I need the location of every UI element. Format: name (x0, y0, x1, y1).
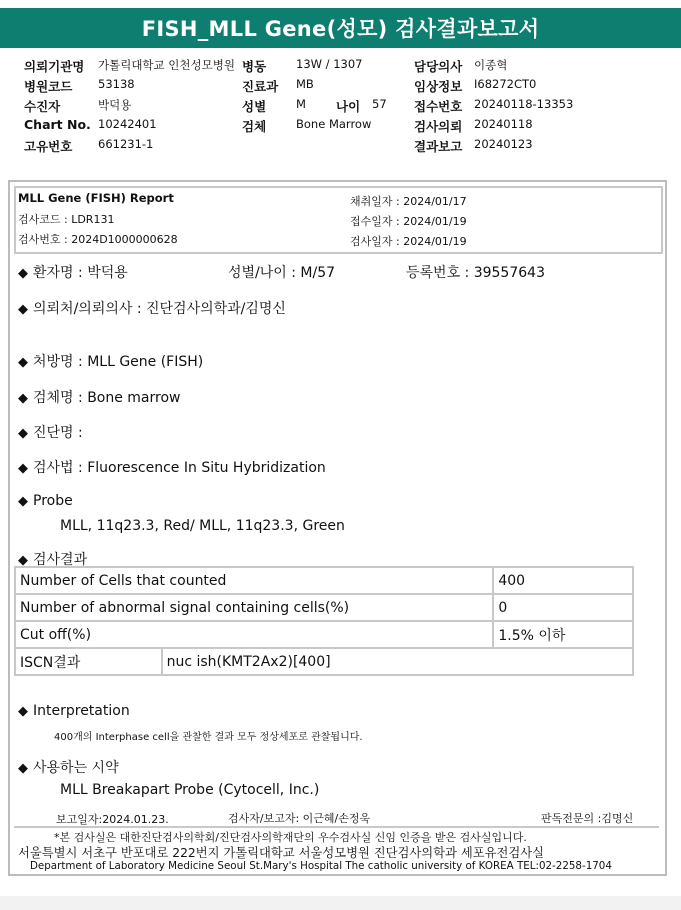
label-hospital-code: 병원코드 (24, 79, 73, 94)
table-row (15, 594, 633, 621)
patient-name: 환자명 : 박덕용 (33, 265, 128, 281)
registration-number: 등록번호 : 39557643 (406, 265, 545, 281)
label-chart-no: Chart No. (24, 117, 91, 132)
patient-name-row (18, 262, 128, 282)
probe-detail: MLL, 11q23.3, Red/ MLL, 11q23.3, Green (60, 518, 345, 534)
value-clinical-info: I68272CT0 (474, 77, 537, 91)
label-patient: 수진자 (24, 99, 61, 114)
iscn-label: ISCN결과 (15, 648, 162, 675)
label-report-date: 결과보고 (414, 139, 463, 154)
value-ward: 13W / 1307 (296, 57, 363, 71)
value-requesting-institution: 가톨릭대학교 인천성모병원 (98, 58, 235, 72)
label-unique-no: 고유번호 (24, 139, 73, 154)
table-row (15, 567, 633, 594)
receipt-date: 접수일자 : 2024/01/19 (350, 215, 467, 228)
diagnosis: 진단명 : (33, 425, 83, 441)
label-clinical-info: 임상정보 (414, 79, 463, 94)
value-patient: 박덕용 (98, 98, 132, 112)
collection-date: 채취일자 : 2024/01/17 (350, 195, 467, 208)
requester-row (18, 298, 286, 318)
diagnosis-row (18, 422, 83, 442)
reagent-text: MLL Breakapart Probe (Cytocell, Inc.) (60, 782, 320, 798)
diamond-bullet-icon: ◆ (18, 266, 28, 281)
value-specimen: Bone Marrow (296, 117, 372, 131)
value-request-date: 20240118 (474, 117, 533, 131)
diamond-bullet-icon: ◆ (18, 494, 28, 509)
interpretation-heading-row (18, 703, 130, 719)
report-heading: MLL Gene (FISH) Report (18, 191, 174, 205)
specimen: 검체명 : Bone marrow (33, 390, 181, 406)
diamond-bullet-icon: ◆ (18, 461, 28, 476)
label-department: 진료과 (242, 79, 279, 94)
page-bottom-strip (0, 896, 681, 910)
diamond-bullet-icon: ◆ (18, 355, 28, 370)
result-label: Number of Cells that counted (15, 567, 493, 594)
result-value: 1.5% 이하 (493, 621, 633, 648)
value-accession-no: 20240118-13353 (474, 97, 574, 111)
diamond-bullet-icon: ◆ (18, 704, 28, 719)
footer-divider (14, 826, 659, 828)
test-code: 검사코드 : LDR131 (18, 213, 115, 226)
diamond-bullet-icon: ◆ (18, 302, 28, 317)
prescription: 처방명 : MLL Gene (FISH) (33, 354, 204, 370)
specimen-row (18, 387, 181, 407)
results-table (14, 566, 634, 676)
examiner: 검사자/보고자: 이근혜/손정욱 (228, 812, 371, 825)
reagent-heading-row (18, 757, 119, 777)
value-hospital-code: 53138 (98, 77, 135, 91)
result-label: Cut off(%) (15, 621, 493, 648)
label-request-date: 검사의뢰 (414, 119, 463, 134)
specialist: 판독전문의 :김명신 (541, 812, 634, 825)
prescription-row (18, 351, 203, 371)
method: 검사법 : Fluorescence In Situ Hybridization (33, 460, 326, 476)
test-number: 검사번호 : 2024D1000000628 (18, 233, 178, 246)
result-value: 400 (493, 567, 633, 594)
sex-age: 성별/나이 : M/57 (228, 265, 336, 281)
value-unique-no: 661231-1 (98, 137, 154, 151)
value-sex: M (296, 97, 306, 111)
label-requesting-institution: 의뢰기관명 (24, 59, 85, 74)
diamond-bullet-icon: ◆ (18, 391, 28, 406)
department-line: Department of Laboratory Medicine Seoul St.Mary's Hospital The catholic university of KOREA TEL:02-2258-1704 (30, 860, 612, 872)
probe-heading-row (18, 493, 73, 509)
label-ward: 병동 (242, 59, 267, 74)
label-sex: 성별 (242, 99, 267, 114)
lab-address: 서울특별시 서초구 반포대로 222번지 가톨릭대학교 서울성모병원 진단검사의학과 세포유전검사실 (18, 846, 544, 860)
label-physician: 담당의사 (414, 59, 463, 74)
report-date: 보고일자:2024.01.23. (56, 813, 169, 826)
requester: 의뢰처/의뢰의사 : 진단검사의학과/김명신 (33, 301, 286, 317)
value-chart-no: 10242401 (98, 117, 157, 131)
interpretation-text: 400개의 Interphase cell을 관찰한 결과 모두 정상세포로 관찰됩니다. (54, 732, 363, 743)
iscn-value: nuc ish(KMT2Ax2)[400] (162, 648, 633, 675)
certification-note: *본 검사실은 대한진단검사의학회/진단검사의학재단의 우수검사실 신임 인증을 받은 검사실입니다. (54, 831, 527, 844)
value-report-date: 20240123 (474, 137, 533, 151)
test-date: 검사일자 : 2024/01/19 (350, 235, 467, 248)
value-physician: 이종혁 (474, 58, 508, 72)
diamond-bullet-icon: ◆ (18, 553, 28, 568)
value-age: 57 (372, 97, 387, 111)
reagent-heading: 사용하는 시약 (33, 760, 119, 776)
diamond-bullet-icon: ◆ (18, 426, 28, 441)
label-age: 나이 (336, 99, 361, 114)
result-label: Number of abnormal signal containing cells(%) (15, 594, 493, 621)
value-department: MB (296, 77, 314, 91)
label-specimen: 검체 (242, 119, 267, 134)
table-row (15, 621, 633, 648)
interpretation-heading: Interpretation (33, 703, 130, 719)
results-heading: 검사결과 (33, 552, 88, 568)
label-accession-no: 접수번호 (414, 99, 463, 114)
probe-heading: Probe (33, 493, 73, 509)
report-title: FISH_MLL Gene(성모) 검사결과보고서 (0, 8, 681, 48)
method-row (18, 457, 326, 477)
diamond-bullet-icon: ◆ (18, 761, 28, 776)
result-value: 0 (493, 594, 633, 621)
table-row (15, 648, 633, 675)
